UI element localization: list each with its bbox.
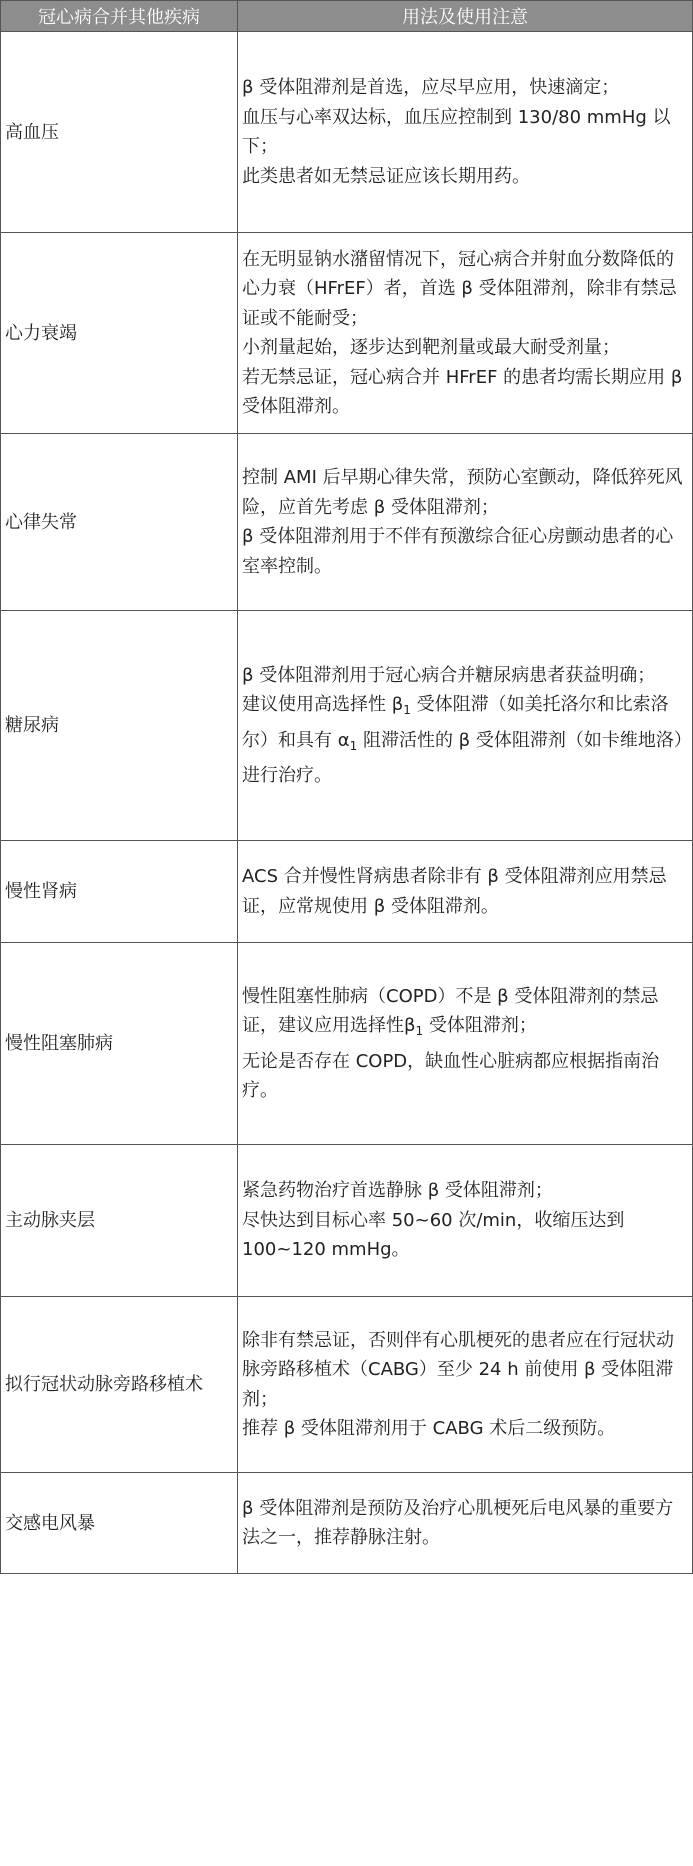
usage-line: β 受体阻滞剂是预防及治疗心肌梗死后电风暴的重要方法之一，推荐静脉注射。 — [242, 1497, 674, 1548]
disease-cell: 慢性阻塞肺病 — [1, 943, 238, 1145]
disease-cell: 主动脉夹层 — [1, 1145, 238, 1297]
disease-cell: 心律失常 — [1, 434, 238, 611]
usage-cell — [238, 434, 693, 611]
table-row — [1, 434, 693, 611]
usage-text: 受体阻滞（如美托洛尔和比索洛尔）和具有 α — [242, 694, 669, 751]
usage-line: 尽快达到目标心率 50~60 次/min，收缩压达到 100~120 mmHg。 — [242, 1209, 625, 1261]
usage-line: 血压与心率双达标，血压应控制到 130/80 mmHg 以下； — [242, 106, 671, 157]
usage-text: 受体阻滞剂； — [423, 1015, 537, 1036]
usage-cell — [238, 233, 693, 434]
disease-cell: 心力衰竭 — [1, 233, 238, 434]
header-usage: 用法及使用注意 — [238, 1, 693, 32]
disease-cell: 糖尿病 — [1, 611, 238, 841]
usage-text: 慢性阻塞性肺病（COPD）不是 β 受体阻滞剂的禁忌证，建议应用选择性β — [242, 985, 659, 1036]
usage-line: 无论是否存在 COPD，缺血性心脏病都应根据指南治疗。 — [242, 1050, 660, 1101]
disease-cell: 慢性肾病 — [1, 841, 238, 943]
usage-line: 此类患者如无禁忌证应该长期用药。 — [242, 165, 530, 187]
table-row — [1, 32, 693, 233]
usage-line: β 受体阻滞剂是首选，应尽早应用，快速滴定； — [242, 77, 620, 98]
table-row — [1, 1473, 693, 1574]
usage-line: β 受体阻滞剂用于不伴有预激综合征心房颤动患者的心室率控制。 — [242, 526, 674, 577]
header-disease: 冠心病合并其他疾病 — [1, 1, 238, 32]
usage-line — [242, 982, 686, 1047]
usage-line: 推荐 β 受体阻滞剂用于 CABG 术后二级预防。 — [242, 1418, 616, 1439]
table-row — [1, 611, 693, 841]
usage-line: 小剂量起始，逐步达到靶剂量或最大耐受剂量； — [242, 337, 620, 358]
usage-line: 控制 AMI 后早期心律失常，预防心室颤动，降低猝死风险，应首先考虑 β 受体阻滞剂； — [242, 467, 683, 518]
usage-cell — [238, 1297, 693, 1473]
usage-cell — [238, 1473, 693, 1574]
usage-text: 阻滞活性的 β 受体阻滞剂（如卡维地洛）进行治疗。 — [242, 729, 683, 786]
usage-cell — [238, 611, 693, 841]
usage-cell — [238, 1145, 693, 1297]
usage-text: 建议使用高选择性 β — [242, 694, 404, 715]
usage-line — [242, 690, 686, 791]
table-row — [1, 943, 693, 1145]
subscript: 1 — [415, 1024, 424, 1038]
subscript: 1 — [349, 738, 358, 753]
usage-line: 在无明显钠水潴留情况下，冠心病合并射血分数降低的心力衰（HFrEF）者，首选 β 受体阻滞剂，除非有禁忌证或不能耐受； — [242, 248, 677, 329]
usage-line: β 受体阻滞剂用于冠心病合并糖尿病患者获益明确； — [242, 664, 656, 686]
disease-cell: 拟行冠状动脉旁路移植术 — [1, 1297, 238, 1473]
disease-cell: 交感电风暴 — [1, 1473, 238, 1574]
table-row — [1, 233, 693, 434]
usage-line: 除非有禁忌证，否则伴有心肌梗死的患者应在行冠状动脉旁路移植术（CABG）至少 24 h 前使用 β 受体阻滞剂； — [242, 1329, 674, 1410]
table-row — [1, 1297, 693, 1473]
usage-cell — [238, 841, 693, 943]
usage-line: 若无禁忌证，冠心病合并 HFrEF 的患者均需长期应用 β 受体阻滞剂。 — [242, 366, 683, 417]
usage-cell — [238, 32, 693, 233]
table-row — [1, 1145, 693, 1297]
table-header-row — [1, 1, 693, 32]
usage-line: 紧急药物治疗首选静脉 β 受体阻滞剂； — [242, 1180, 553, 1202]
table-row — [1, 841, 693, 943]
usage-line: ACS 合并慢性肾病患者除非有 β 受体阻滞剂应用禁忌证，应常规使用 β 受体阻滞剂。 — [242, 866, 667, 917]
subscript: 1 — [403, 703, 411, 717]
disease-cell: 高血压 — [1, 32, 238, 233]
usage-cell — [238, 943, 693, 1145]
